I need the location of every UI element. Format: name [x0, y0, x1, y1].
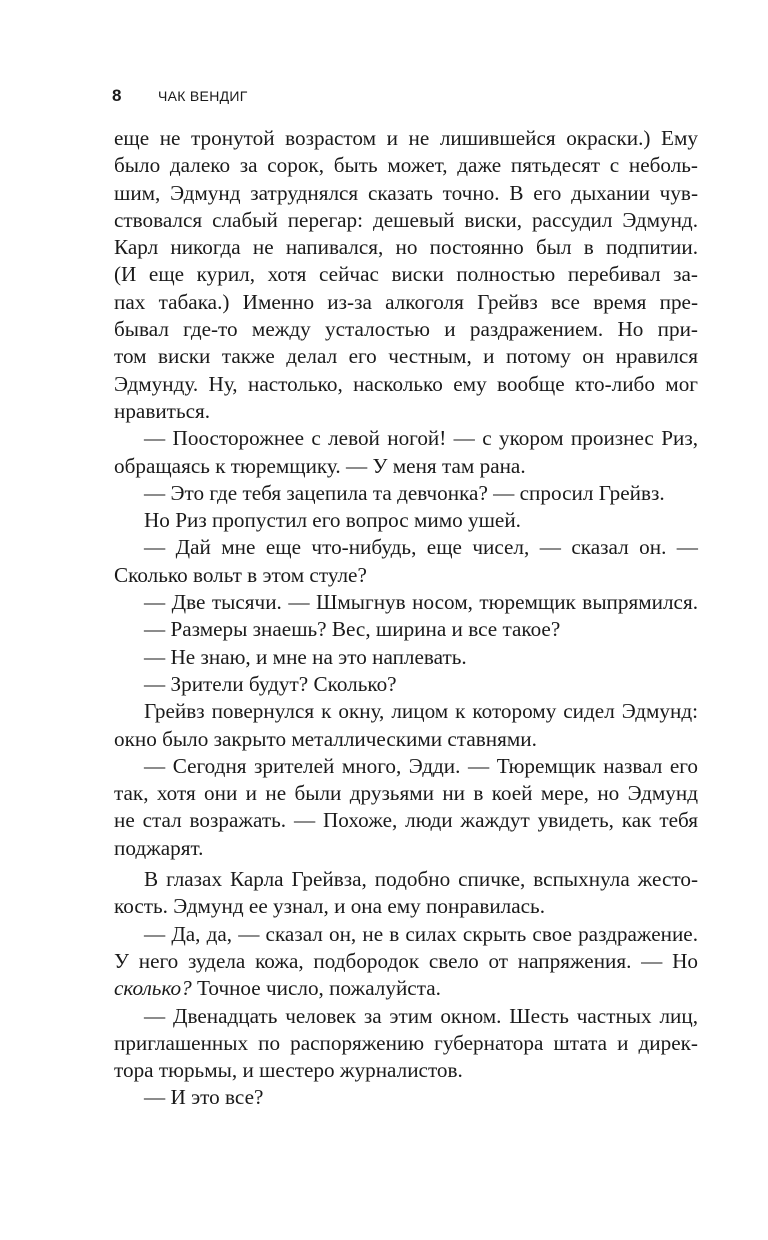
page-number: 8: [112, 86, 122, 105]
text-line: В глазах Карла Грейвза, подобно спичке, вспыхнула жесто-: [144, 867, 698, 892]
running-head: [112, 86, 248, 106]
text-fragment: Точное число, пожалуйста.: [191, 976, 441, 1001]
text-line: У него зудела кожа, подбородок свело от напряжения. — Но: [114, 948, 698, 973]
emphasis-text: сколько?: [114, 976, 192, 1001]
text-line: тора тюрьмы, и шестеро журналистов.: [114, 1058, 463, 1083]
text-line: еще не тронутой возрастом и не лишившейся окраски.) Ему: [114, 126, 698, 150]
text-line: пах табака.) Именно из-за алкоголя Грейвз все время пре-: [114, 289, 698, 314]
text-line: ствовался слабый перегар: дешевый виски, рассудил Эдмунд.: [114, 207, 698, 232]
text-line: кость. Эдмунд ее узнал, и она ему понравилась.: [114, 894, 546, 919]
text-line: бывал где-то между усталостью и раздражением. Но при-: [114, 317, 698, 342]
text-line: Сколько вольт в этом стуле?: [114, 562, 367, 587]
text-line: — Поосторожнее с левой ногой! — с укором произнес Риз,: [144, 426, 698, 451]
text-line: — Да, да, — сказал он, не в силах скрыть свое раздражение.: [144, 921, 698, 946]
text-line: — Двенадцать человек за этим окном. Шесть частных лиц,: [144, 1003, 698, 1028]
text-line: том виски также делал его честным, и потому он нравился: [114, 344, 698, 369]
text-line: — Размеры знаешь? Вес, ширина и все такое?: [144, 617, 561, 642]
text-line: обращаясь к тюремщику. — У меня там рана.: [114, 453, 526, 478]
text-line: шим, Эдмунд затруднялся сказать точно. В его дыхании чув-: [114, 180, 698, 205]
text-line: — Дай мне еще что-нибудь, еще чисел, — сказал он. —: [144, 535, 698, 560]
text-line: — Это где тебя зацепила та девчонка? — спросил Грейвз.: [144, 480, 665, 505]
text-line: не стал возражать. — Похоже, люди жаждут увидеть, как тебя: [114, 808, 698, 833]
text-line: — Сегодня зрителей много, Эдди. — Тюремщик назвал его: [144, 753, 698, 778]
text-line: окно было закрыто металлическими ставнями.: [114, 726, 537, 751]
text-line: так, хотя они и не были друзьями ни в коей мере, но Эдмунд: [114, 781, 698, 806]
text-line: приглашенных по распоряжению губернатора штата и дирек-: [114, 1030, 698, 1055]
text-line: было далеко за сорок, быть может, даже пятьдесят с неболь-: [114, 153, 698, 178]
text-line: поджарят.: [114, 835, 204, 860]
text-line: Эдмунду. Ну, настолько, насколько ему вообще кто-либо мог: [114, 371, 698, 396]
text-line: Карл никогда не напивался, но постоянно был в подпитии.: [114, 235, 698, 260]
author-name: ЧАК ВЕНДИГ: [158, 88, 248, 104]
body-text: [114, 125, 698, 1112]
text-line: [114, 975, 698, 1002]
text-line: нравиться.: [114, 398, 211, 423]
text-line: — Не знаю, и мне на это наплевать.: [144, 644, 467, 669]
text-line: — Две тысячи. — Шмыгнув носом, тюремщик выпрямился.: [144, 590, 698, 615]
text-line: Грейвз повернулся к окну, лицом к которому сидел Эдмунд:: [144, 699, 698, 724]
text-line: Но Риз пропустил его вопрос мимо ушей.: [144, 508, 521, 533]
text-line: — И это все?: [144, 1085, 264, 1110]
text-line: (И еще курил, хотя сейчас виски полностью перебивал за-: [114, 262, 698, 287]
text-line: — Зрители будут? Сколько?: [144, 671, 397, 696]
